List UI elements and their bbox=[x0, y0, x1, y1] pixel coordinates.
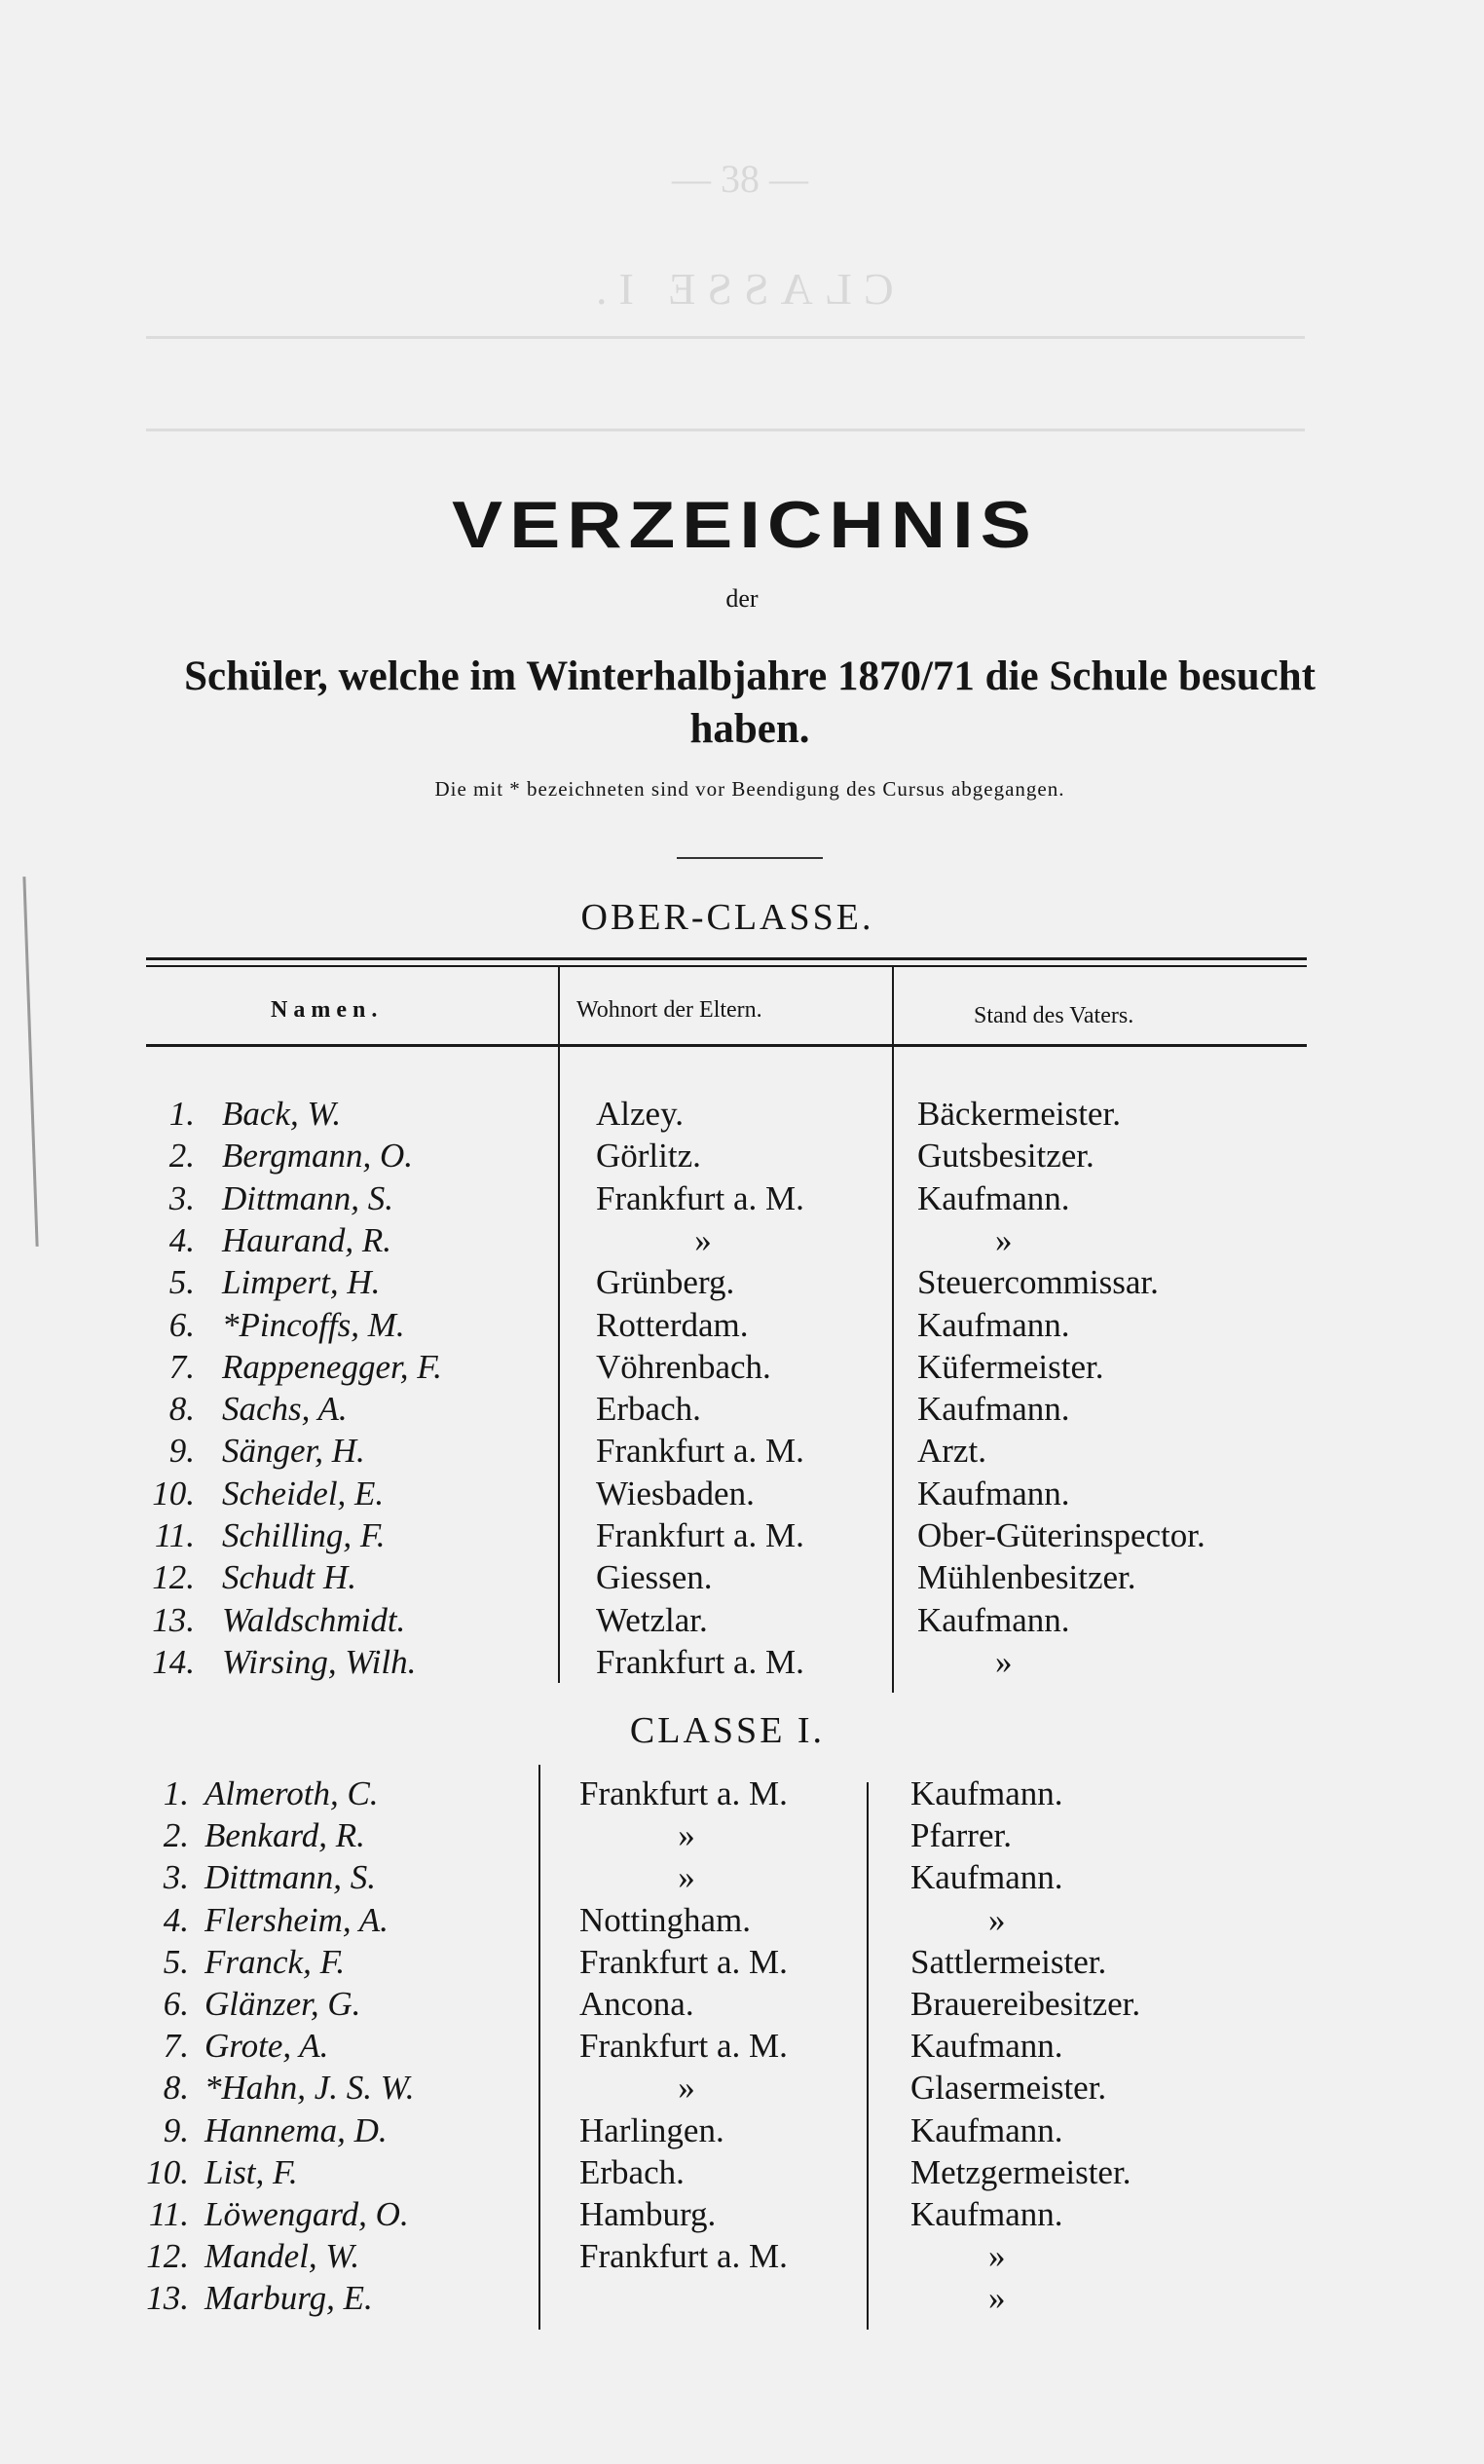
father-occupation: Gutsbesitzer. bbox=[917, 1137, 1094, 1176]
student-name: Hannema, D. bbox=[204, 2110, 388, 2149]
row-number: 6. bbox=[168, 1305, 195, 1344]
parents-residence: Frankfurt a. M. bbox=[596, 1178, 804, 1217]
student-name: Glänzer, G. bbox=[204, 1985, 361, 2023]
father-occupation: » bbox=[988, 2279, 1006, 2318]
father-occupation: Kaufmann. bbox=[910, 2027, 1063, 2066]
page-note: Die mit * bezeichneten sind vor Beendigung des Cursus abgegangen. bbox=[434, 777, 1065, 801]
table-row bbox=[0, 1556, 1484, 1598]
parents-residence: Frankfurt a. M. bbox=[596, 1516, 804, 1554]
father-occupation: Kaufmann. bbox=[917, 1305, 1070, 1344]
parents-residence: Vöhrenbach. bbox=[596, 1347, 771, 1386]
classe-1-title: CLASSE I. bbox=[629, 1710, 826, 1751]
father-occupation: Kaufmann. bbox=[917, 1178, 1070, 1217]
ghost-heading: CLASSE I. bbox=[584, 264, 894, 314]
student-name: Flersheim, A. bbox=[204, 1900, 389, 1939]
student-name: Benkard, R. bbox=[204, 1816, 365, 1855]
table-row bbox=[0, 1899, 1484, 1941]
father-occupation: Ober-Güterinspector. bbox=[917, 1516, 1206, 1554]
row-number: 9. bbox=[163, 2110, 189, 2149]
ghost-page-number: — 38 — bbox=[672, 157, 808, 201]
father-occupation: Pfarrer. bbox=[910, 1816, 1012, 1855]
row-number: 4. bbox=[163, 1900, 189, 1939]
student-name: Sachs, A. bbox=[222, 1390, 348, 1429]
father-occupation: Küfermeister. bbox=[917, 1347, 1104, 1386]
table-top-rule bbox=[146, 965, 1307, 967]
page-subtitle: Schüler, welche im Winterhalbjahre 1870/71 die Schule besucht haben. bbox=[184, 653, 1316, 752]
student-name: Wirsing, Wilh. bbox=[222, 1642, 417, 1681]
row-number: 12. bbox=[152, 1558, 195, 1597]
table-row bbox=[0, 1814, 1484, 1856]
parents-residence: Frankfurt a. M. bbox=[579, 2237, 788, 2276]
ober-classe-title: OBER-CLASSE. bbox=[580, 897, 874, 938]
student-name: *Hahn, J. S. W. bbox=[204, 2069, 415, 2108]
student-name: Almeroth, C. bbox=[204, 1774, 379, 1812]
father-occupation: Sattlermeister. bbox=[910, 1942, 1107, 1981]
row-number: 12. bbox=[146, 2237, 189, 2276]
page-title: VERZEICHNIS bbox=[452, 488, 1038, 562]
parents-residence: Nottingham. bbox=[579, 1900, 751, 1939]
parents-residence: Ancona. bbox=[579, 1985, 694, 2023]
table-row bbox=[0, 1177, 1484, 1219]
row-number: 2. bbox=[168, 1137, 195, 1176]
student-name: Franck, F. bbox=[204, 1942, 346, 1981]
student-name: Scheidel, E. bbox=[222, 1474, 385, 1512]
divider bbox=[677, 857, 823, 859]
father-occupation: Mühlenbesitzer. bbox=[917, 1558, 1136, 1597]
parents-residence: Rotterdam. bbox=[596, 1305, 749, 1344]
student-name: Limpert, H. bbox=[222, 1263, 381, 1302]
parents-residence: Alzey. bbox=[596, 1095, 685, 1133]
parents-residence: Wiesbaden. bbox=[596, 1474, 755, 1512]
student-name: Sänger, H. bbox=[222, 1432, 365, 1471]
ghost-rule bbox=[146, 429, 1305, 431]
father-occupation: Kaufmann. bbox=[910, 2110, 1063, 2149]
table-row bbox=[0, 1219, 1484, 1261]
table-row bbox=[0, 1599, 1484, 1641]
row-number: 10. bbox=[146, 2152, 189, 2191]
parents-residence: Frankfurt a. M. bbox=[596, 1432, 804, 1471]
student-name: *Pincoffs, M. bbox=[222, 1305, 405, 1344]
student-name: Waldschmidt. bbox=[222, 1600, 406, 1639]
row-number: 1. bbox=[163, 1774, 189, 1812]
row-number: 8. bbox=[163, 2069, 189, 2108]
table-row bbox=[0, 1346, 1484, 1388]
student-name: Bergmann, O. bbox=[222, 1137, 414, 1176]
father-occupation: Kaufmann. bbox=[917, 1600, 1070, 1639]
parents-residence: Erbach. bbox=[596, 1390, 701, 1429]
table-row bbox=[0, 1941, 1484, 1983]
ghost-rule bbox=[146, 336, 1305, 339]
table-row bbox=[0, 2025, 1484, 2067]
title-der: der bbox=[725, 584, 759, 613]
parents-residence: Grünberg. bbox=[596, 1263, 735, 1302]
table-header-rule bbox=[146, 1044, 1307, 1047]
table-row bbox=[0, 1304, 1484, 1346]
parents-residence: Wetzlar. bbox=[596, 1600, 708, 1639]
table-row bbox=[0, 2193, 1484, 2235]
father-occupation: Bäckermeister. bbox=[917, 1095, 1121, 1133]
student-name: Rappenegger, F. bbox=[222, 1347, 442, 1386]
parents-residence: Hamburg. bbox=[579, 2195, 717, 2233]
table-top-rule bbox=[146, 957, 1307, 960]
parents-residence: Görlitz. bbox=[596, 1137, 701, 1176]
table-row bbox=[0, 1388, 1484, 1430]
row-number: 7. bbox=[168, 1347, 195, 1386]
table-row bbox=[0, 1473, 1484, 1514]
row-number: 5. bbox=[163, 1942, 189, 1981]
row-number: 1. bbox=[168, 1095, 195, 1133]
row-number: 3. bbox=[168, 1178, 195, 1217]
row-number: 9. bbox=[168, 1432, 195, 1471]
father-occupation: Glasermeister. bbox=[910, 2069, 1107, 2108]
row-number: 14. bbox=[152, 1642, 195, 1681]
table-row bbox=[0, 2151, 1484, 2193]
student-name: Schudt H. bbox=[222, 1558, 357, 1597]
parents-residence: Giessen. bbox=[596, 1558, 713, 1597]
student-name: List, F. bbox=[204, 2152, 298, 2191]
father-occupation: Kaufmann. bbox=[910, 1858, 1063, 1897]
parents-residence: » bbox=[678, 1858, 695, 1897]
student-name: Marburg, E. bbox=[204, 2279, 373, 2318]
father-occupation: Arzt. bbox=[917, 1432, 986, 1471]
student-name: Dittmann, S. bbox=[204, 1858, 376, 1897]
row-number: 4. bbox=[168, 1220, 195, 1259]
row-number: 11. bbox=[148, 2195, 189, 2233]
table-row bbox=[0, 2067, 1484, 2109]
father-occupation: » bbox=[995, 1642, 1013, 1681]
row-number: 13. bbox=[152, 1600, 195, 1639]
parents-residence: » bbox=[678, 1816, 695, 1855]
father-occupation: Kaufmann. bbox=[910, 2195, 1063, 2233]
father-occupation: Steuercommissar. bbox=[917, 1263, 1159, 1302]
student-name: Dittmann, S. bbox=[222, 1178, 393, 1217]
table-row bbox=[0, 2277, 1484, 2319]
father-occupation: Kaufmann. bbox=[917, 1474, 1070, 1512]
row-number: 8. bbox=[168, 1390, 195, 1429]
column-header-residence: Wohnort der Eltern. bbox=[576, 997, 762, 1023]
father-occupation: Kaufmann. bbox=[917, 1390, 1070, 1429]
father-occupation: Brauereibesitzer. bbox=[910, 1985, 1141, 2023]
row-number: 11. bbox=[154, 1516, 195, 1554]
table-row bbox=[0, 1773, 1484, 1814]
parents-residence: Frankfurt a. M. bbox=[579, 2027, 788, 2066]
parents-residence: » bbox=[678, 2069, 695, 2108]
student-name: Grote, A. bbox=[204, 2027, 329, 2066]
row-number: 13. bbox=[146, 2279, 189, 2318]
row-number: 5. bbox=[168, 1263, 195, 1302]
father-occupation: » bbox=[988, 2237, 1006, 2276]
parents-residence: Harlingen. bbox=[579, 2110, 724, 2149]
table-row bbox=[0, 1093, 1484, 1135]
parents-residence: Frankfurt a. M. bbox=[579, 1942, 788, 1981]
father-occupation: Metzgermeister. bbox=[910, 2152, 1132, 2191]
table-row bbox=[0, 1135, 1484, 1176]
table-row bbox=[0, 1983, 1484, 2025]
father-occupation: Kaufmann. bbox=[910, 1774, 1063, 1812]
father-occupation: » bbox=[988, 1900, 1006, 1939]
table-row bbox=[0, 1856, 1484, 1898]
parents-residence: Erbach. bbox=[579, 2152, 685, 2191]
row-number: 3. bbox=[163, 1858, 189, 1897]
row-number: 10. bbox=[152, 1474, 195, 1512]
parents-residence: Frankfurt a. M. bbox=[596, 1642, 804, 1681]
row-number: 6. bbox=[163, 1985, 189, 2023]
table-row bbox=[0, 1514, 1484, 1556]
table-row bbox=[0, 1641, 1484, 1683]
student-name: Back, W. bbox=[222, 1095, 342, 1133]
table-row bbox=[0, 2109, 1484, 2151]
table-row bbox=[0, 2235, 1484, 2277]
row-number: 2. bbox=[163, 1816, 189, 1855]
row-number: 7. bbox=[163, 2027, 189, 2066]
column-header-name: Namen. bbox=[271, 997, 384, 1023]
column-header-occupation: Stand des Vaters. bbox=[974, 1003, 1134, 1028]
student-name: Haurand, R. bbox=[222, 1220, 392, 1259]
parents-residence: Frankfurt a. M. bbox=[579, 1774, 788, 1812]
father-occupation: » bbox=[995, 1220, 1013, 1259]
student-name: Mandel, W. bbox=[204, 2237, 360, 2276]
student-name: Löwengard, O. bbox=[204, 2195, 409, 2233]
table-row bbox=[0, 1430, 1484, 1472]
table-row bbox=[0, 1261, 1484, 1303]
parents-residence: » bbox=[694, 1220, 712, 1259]
student-name: Schilling, F. bbox=[222, 1516, 386, 1554]
